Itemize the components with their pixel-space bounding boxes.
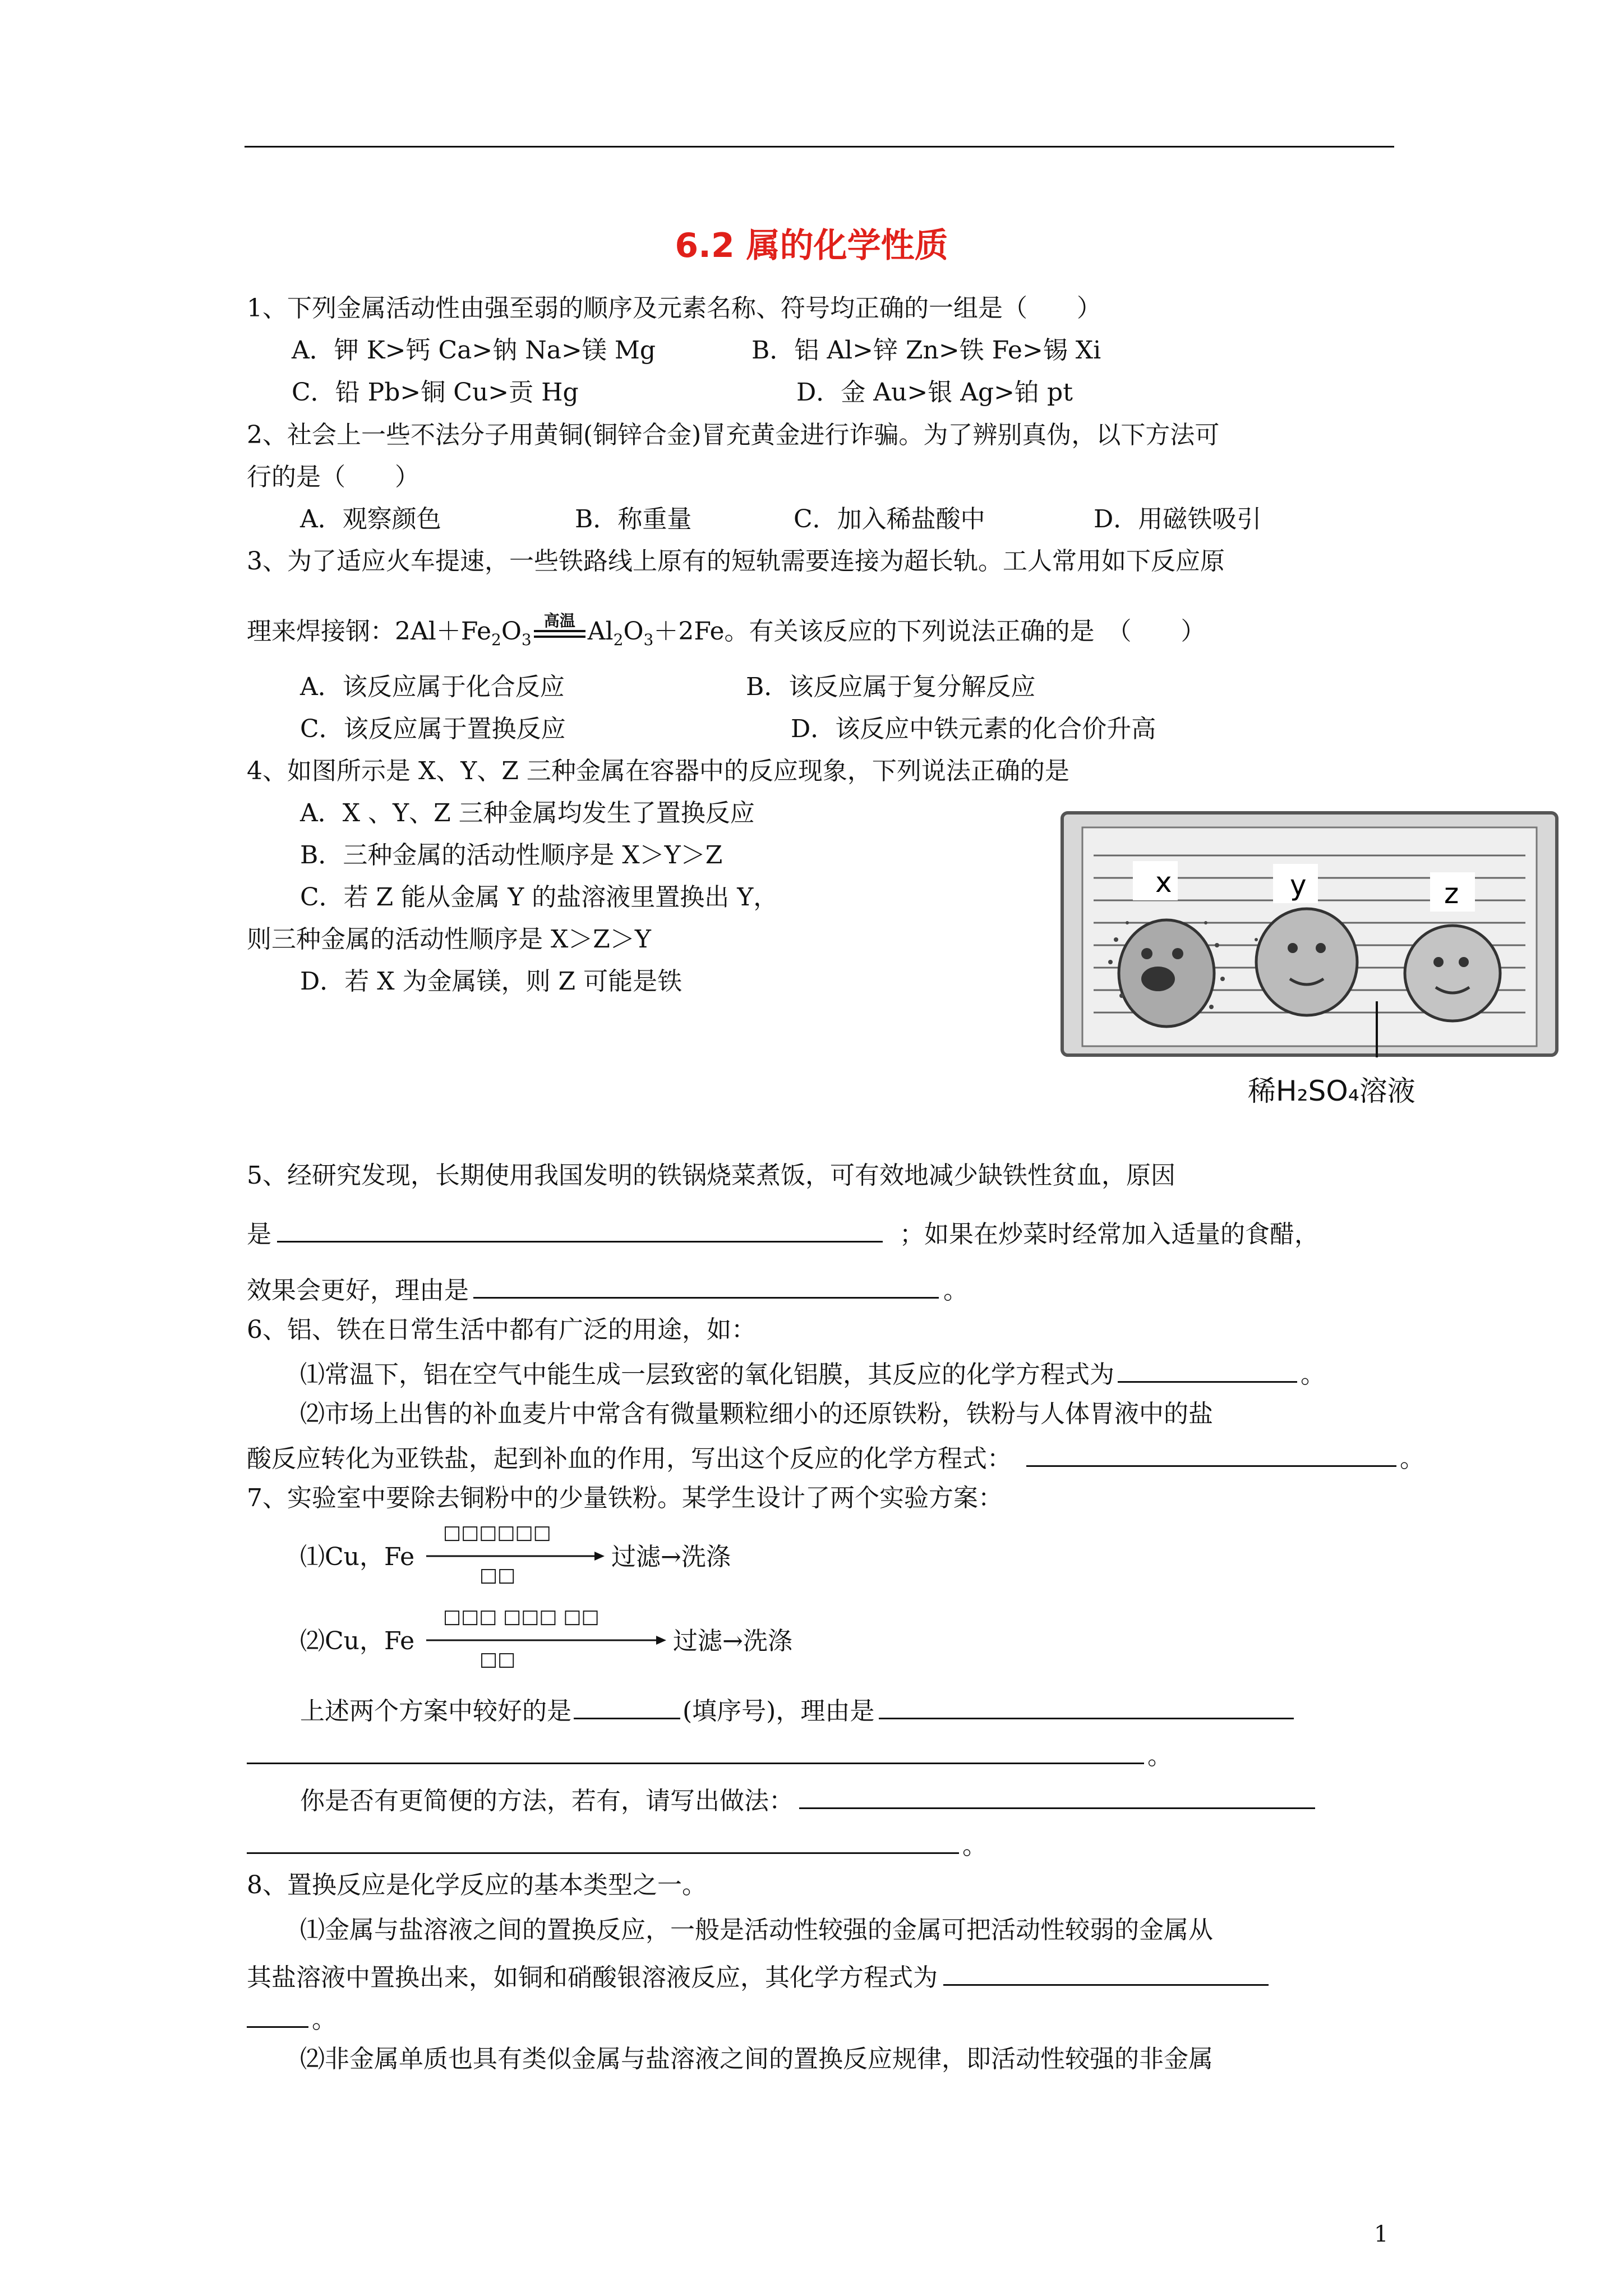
question-4-option-c-line1: C．若 Z 能从金属 Y 的盐溶液里置换出 Y， [300,883,778,912]
question-6-part-2-line2 [247,1441,1424,1475]
question-5-line3-start: 效果会更好，理由是 [247,1276,469,1305]
question-4-stem: 4、如图所示是 X、Y、Z 三种金属在容器中的反应现象，下列说法正确的是 [247,757,1069,785]
question-6-part-2-end: 。 [1400,1444,1424,1473]
reaction-condition: 高温 [543,611,575,630]
question-7a-continuation [247,1738,1172,1772]
equation-reactants: 理来焊接钢：2Al＋Fe [247,617,492,646]
question-7a-end: 。 [1147,1742,1172,1770]
question-7a-mid: (填序号)，理由是 [683,1697,875,1726]
question-2-option-a: A．观察颜色 [300,505,441,533]
question-5-line3 [247,1272,968,1306]
question-4-option-b: B．三种金属的活动性顺序是 X＞Y＞Z [300,841,723,869]
answer-blank-7b[interactable] [879,1693,1294,1719]
answer-blank-8b[interactable] [247,2001,308,2028]
question-5-line3-end: 。 [943,1276,968,1305]
question-7a-text: 上述两个方案中较好的是 [300,1697,571,1726]
question-1-option-d: D．金 Au>银 Ag>铂 pt [796,378,1073,407]
question-8-stem: 8、置换反应是化学反应的基本类型之一。 [247,1871,707,1899]
question-8-part-1-text: 其盐溶液中置换出来，如铜和硝酸银溶液反应，其化学方程式为 [247,1963,938,1992]
question-5-line1: 5、经研究发现，长期使用我国发明的铁锅烧菜煮饭，可有效地减少缺铁性贫血，原因 [247,1161,1175,1190]
page-title: 6.2 属的化学性质 [675,226,948,265]
question-5-line2-end: ；如果在炒菜时经常加入适量的食醋， [900,1220,1319,1249]
answer-blank-5a[interactable] [277,1216,883,1243]
answer-blank-7c[interactable] [247,1738,1144,1764]
question-3-equation: 理来焊接钢：$2Al+Fe_2O_3$ 高温 $Al_2O_3+2Fe$。有关该反应的下列说法正确的是 （ ） [247,616,1206,656]
label-z: z [1444,877,1459,910]
answer-blank-6a[interactable] [1118,1356,1297,1383]
beaker-figure [1060,811,1559,1057]
question-7a [300,1693,1294,1727]
answer-blank-8a[interactable] [943,1959,1269,1986]
label-y: y [1290,869,1307,901]
question-7-stem: 7、实验室中要除去铜粉中的少量铁粉。某学生设计了两个实验方案： [247,1484,1003,1512]
question-6-part-2-line1: ⑵市场上出售的补血麦片中常含有微量颗粒细小的还原铁粉，铁粉与人体胃液中的盐 [300,1400,1213,1428]
scheme-1-condition: □□ [479,1564,516,1586]
label-x: x [1155,866,1172,899]
header-rule [245,146,1394,148]
answer-blank-7a[interactable] [574,1693,680,1719]
question-3-option-d: D．该反应中铁元素的化合价升高 [791,715,1156,743]
question-2-stem-line2: 行的是（ ） [247,463,419,491]
answer-blank-5b[interactable] [473,1272,939,1299]
question-3-option-b: B．该反应属于复分解反应 [746,673,1036,701]
metal-y-figure [1256,909,1357,1015]
scheme-2-arrow [426,1634,667,1647]
scheme-1-arrow [426,1549,606,1563]
question-5-line2-start: 是 [247,1220,271,1249]
question-2-option-d: D．用磁铁吸引 [1094,505,1262,533]
question-2-option-c: C．加入稀盐酸中 [794,505,985,533]
question-7b-text: 你是否有更简便的方法，若有，请写出做法： [300,1787,794,1815]
question-4-option-c-line2: 则三种金属的活动性顺序是 X＞Z＞Y [247,925,651,954]
condition-arrow [534,611,585,645]
question-1-stem: 1、下列金属活动性由强至弱的顺序及元素名称、符号均正确的一组是（ ） [247,294,1101,323]
equation-product: Al [587,617,614,646]
question-8-part-2: ⑵非金属单质也具有类似金属与盐溶液之间的置换反应规律，即活动性较强的非金属 [300,2045,1213,2073]
question-2-option-b: B．称重量 [575,505,692,533]
question-1-option-a: A．钾 K>钙 Ca>钠 Na>镁 Mg [292,336,656,365]
question-6-part-1-end: 。 [1301,1360,1325,1389]
question-4-option-a: A．X 、Y、Z 三种金属均发生了置换反应 [300,799,755,827]
equation-tail: ＋2Fe。有关该反应的下列说法正确的是 （ ） [653,617,1206,646]
scheme-2-reagent: □□□ □□□ □□ [443,1605,600,1628]
scheme-2-end: 过滤→洗涤 [673,1627,792,1655]
question-7b-end: 。 [962,1832,987,1860]
scheme-1-reagent: □□□□□□ [443,1521,551,1544]
scheme-2-start: ⑵Cu，Fe [300,1627,415,1655]
metal-z-figure [1405,926,1500,1021]
answer-blank-7e[interactable] [247,1828,959,1854]
answer-blank-6b[interactable] [1026,1441,1396,1467]
scheme-2-condition: □□ [479,1648,516,1671]
question-8-part-1-end: 。 [312,2005,336,2034]
question-3-stem-line1: 3、为了适应火车提速，一些铁路线上原有的短轨需要连接为超长轨。工人常用如下反应原 [247,547,1225,576]
question-8-part-1-line3 [247,2001,336,2036]
question-8-part-1-line2 [247,1959,1269,1994]
question-5-line2 [247,1216,1319,1250]
question-2-stem-line1: 2、社会上一些不法分子用黄铜(铜锌合金)冒充黄金进行诈骗。为了辨别真伪，以下方法可 [247,421,1220,449]
beaker-caption: 稀H₂SO₄溶液 [1248,1075,1415,1107]
scheme-1-start: ⑴Cu，Fe [300,1543,415,1571]
question-3-option-a: A．该反应属于化合反应 [300,673,565,701]
question-4-option-d: D．若 X 为金属镁，则 Z 可能是铁 [300,967,683,996]
question-6-part-1 [300,1356,1325,1391]
question-1-option-c: C．铅 Pb>铜 Cu>贡 Hg [292,378,579,407]
question-7b [300,1783,1315,1817]
question-8-part-1-line1: ⑴金属与盐溶液之间的置换反应，一般是活动性较强的金属可把活动性较弱的金属从 [300,1916,1213,1944]
scheme-1-end: 过滤→洗涤 [611,1543,731,1571]
question-6-part-1-text: ⑴常温下，铝在空气中能生成一层致密的氧化铝膜，其反应的化学方程式为 [300,1360,1114,1389]
question-6-stem: 6、铝、铁在日常生活中都有广泛的用途，如： [247,1315,756,1344]
question-1-option-b: B．铝 Al>锌 Zn>铁 Fe>锡 Xi [751,336,1101,365]
question-3-option-c: C．该反应属于置换反应 [300,715,566,743]
question-7b-continuation [247,1828,987,1862]
answer-blank-7d[interactable] [799,1783,1315,1809]
page-number: 1 [1374,2221,1389,2247]
question-6-part-2-text: 酸反应转化为亚铁盐，起到补血的作用，写出这个反应的化学方程式： [247,1444,1012,1473]
